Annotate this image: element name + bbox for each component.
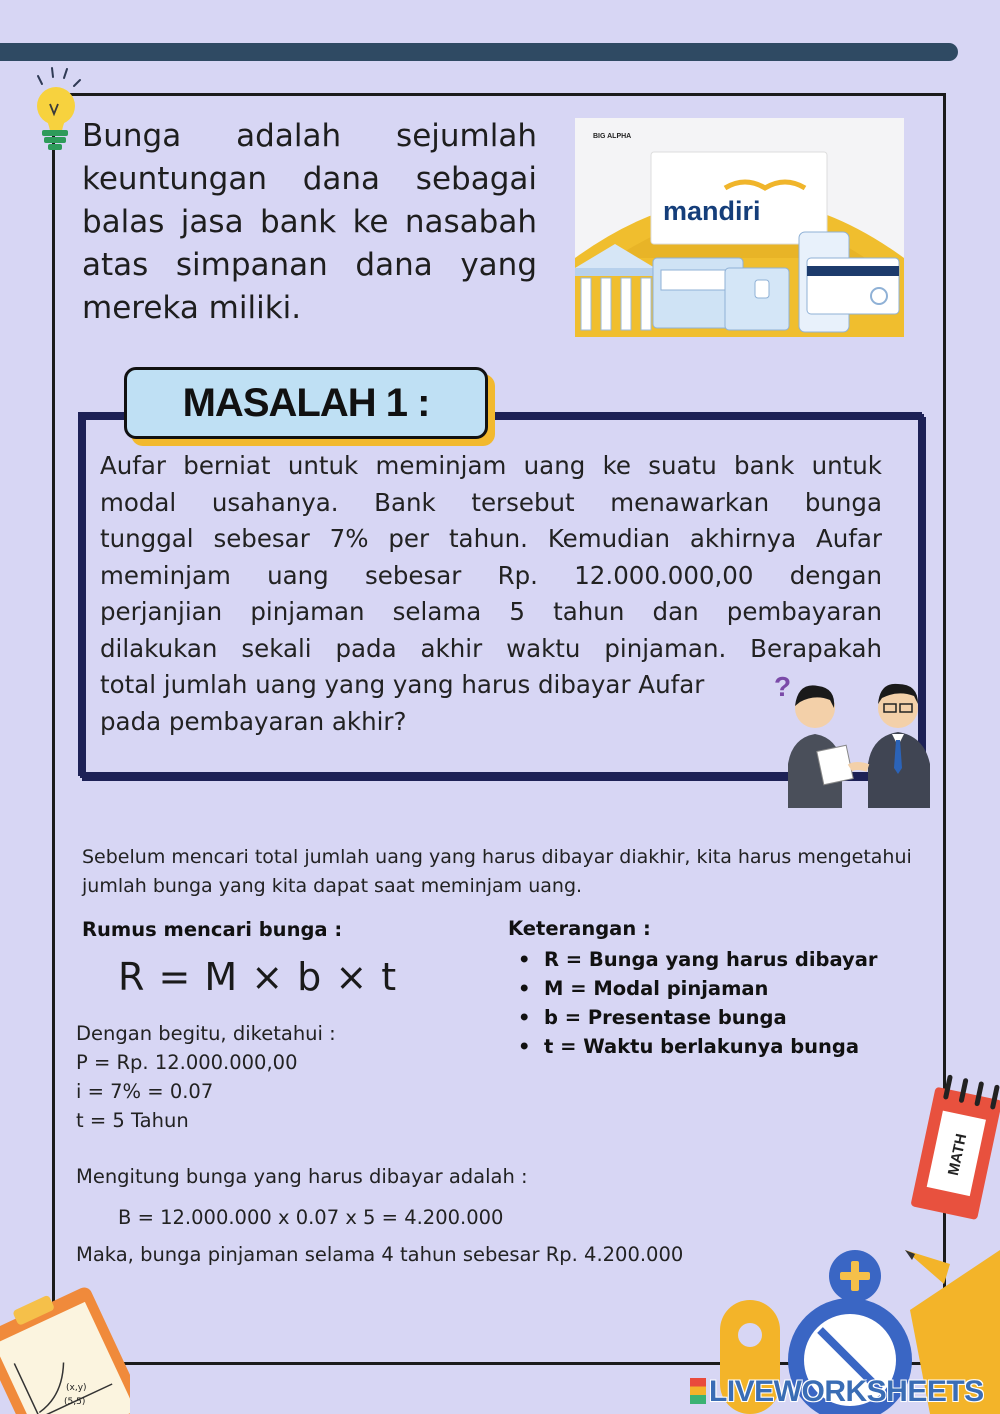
calculation: B = 12.000.000 x 0.07 x 5 = 4.200.000	[118, 1206, 504, 1229]
problem-line: dilakukan sekali pada akhir waktu pinjaman. Berapakah	[100, 633, 882, 663]
legend-list	[518, 945, 878, 1061]
conclusion: Maka, bunga pinjaman selama 4 tahun sebesar Rp. 4.200.000	[76, 1243, 684, 1266]
calculation-title: Mengitung bunga yang harus dibayar adalah :	[76, 1165, 528, 1188]
legend-title: Keterangan :	[508, 917, 651, 940]
graph-clipboard-icon	[0, 1270, 130, 1414]
clipboard-text: (x,y)	[66, 1383, 87, 1393]
notebook-label: MATH	[944, 1132, 971, 1178]
big-alpha-caption: BIG ALPHA	[593, 133, 632, 140]
problem-line: pada pembayaran akhir?	[100, 706, 407, 736]
known-value: i = 7% = 0.07	[76, 1080, 214, 1103]
legend-item: • R = Bunga yang harus dibayar	[518, 948, 878, 971]
explanation-intro: Sebelum mencari total jumlah uang yang harus dibayar diakhir, kita harus mengetahui jumlah bunga yang kita dapat saat meminjam uang.	[82, 846, 912, 897]
legend-item: • M = Modal pinjaman	[518, 977, 769, 1000]
problem-line: tunggal sebesar 7% per tahun. Kemudian akhirnya Aufar	[100, 524, 882, 553]
lightbulb-icon	[30, 66, 86, 162]
problem-line: Aufar berniat untuk meminjam uang ke suatu bank untuk	[100, 451, 882, 480]
known-value: t = 5 Tahun	[76, 1109, 189, 1132]
mandiri-logo-text: mandiri	[663, 196, 761, 226]
liveworksheets-mark-icon	[690, 1378, 706, 1404]
problem-label: MASALAH 1 :	[124, 367, 488, 439]
known-value: P = Rp. 12.000.000,00	[76, 1051, 298, 1074]
question-mark-icon: ?	[774, 671, 792, 702]
problem-statement	[100, 448, 882, 740]
legend-item: • b = Presentase bunga	[518, 1006, 787, 1029]
known-title: Dengan begitu, diketahui :	[76, 1022, 336, 1045]
problem-line: total jumlah uang yang yang harus dibayar Aufar	[100, 670, 705, 699]
interest-formula: R = M × b × t	[118, 955, 398, 999]
clipboard-text: (5,5)	[64, 1397, 86, 1407]
problem-line: modal usahanya. Bank tersebut menawarkan bunga	[100, 487, 882, 517]
known-values	[76, 1019, 336, 1135]
problem-line: meminjam uang sebesar Rp. 12.000.000,00 dengan	[100, 560, 882, 590]
formula-title: Rumus mencari bunga :	[82, 918, 343, 941]
bank-mandiri-illustration	[575, 118, 904, 337]
top-bar	[0, 43, 958, 61]
liveworksheets-logo: LIVEWORKSHEETS	[690, 1375, 984, 1409]
businessmen-illustration	[770, 668, 935, 808]
intro-definition-text: Bunga adalah sejumlah keuntungan dana sebagai balas jasa bank ke nasabah atas simpanan dana yang mereka miliki.	[82, 118, 537, 326]
math-notebook-icon	[905, 1070, 1000, 1235]
problem-line: perjanjian pinjaman selama 5 tahun dan pembayaran	[100, 597, 882, 626]
legend-item: • t = Waktu berlakunya bunga	[518, 1035, 860, 1058]
